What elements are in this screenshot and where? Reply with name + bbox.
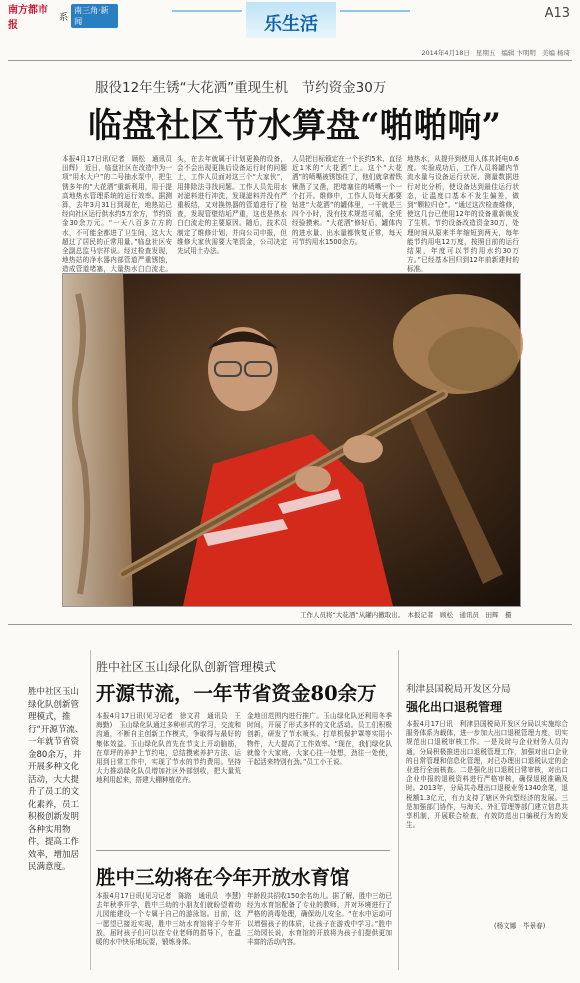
designer-credit: 美编 杨琦 [541, 49, 570, 57]
second-headline: 开源节流，一年节省资金80余万 [96, 682, 377, 705]
right-kicker: 利津县国税局开发区分局 [406, 684, 511, 695]
right-credit: (杨文娜 毕景春) [494, 922, 546, 930]
brand-name: 南方都市报 [8, 5, 48, 31]
right-headline: 强化出口退税管理 [406, 700, 503, 714]
page-number: A13 [544, 6, 570, 21]
section-divider [8, 624, 572, 625]
sidebar-summary: 胜中社区玉山绿化队创新管理模式，推行“开源节流、一年就节省资金80余万，并开展多种文化活动，大大提升了员工的文化素养，员工积极创新发明各种实用物件，提高工作效率，增加居民满意度。 [28, 687, 84, 872]
edition-badge: 南三角·新闻 [71, 4, 118, 28]
second-kicker: 胜中社区玉山绿化队创新管理模式 [96, 660, 277, 674]
section-title: 乐生活 [264, 14, 318, 35]
editor-credit: 编辑 卞明明 [501, 49, 536, 57]
right-divider [398, 650, 399, 970]
lead-column-4: 地热水，从提升到使用人体共耗电0.6度。实验成功后，工作人员将罐内节流水量与设备运行状况、测量数据进行对比分析，使设备达到最佳运行状态，让温度口基本不发生偏差，做到“颗粒归仓”。“通过这次检查维修，使这几台已使用12年的设备重新焕发了生机。节约设备改造资金30万，处理时间从原来半年缩短到两天，每年能节约用电12万度，按照目前的运行结果，年度可以节约用水约30万方。”已经基本回归到12年前新建时的标准。 [407, 155, 519, 274]
second-column-2: 金地田范围内进行推广。玉山绿化队还利用冬季时间，开展了形式多样的文化活动。员工们积极创新，研发了节水喷头、打草机保护罩等实用小物件，大大提高了工作效率。“现在，我们绿化队就像个大家庭，大家心往一处想，劲往一处使，干起活来特别有劲。”员工小王说。 [247, 712, 392, 767]
lead-column-3: 人员把目标锁定在一个长约5米、直径近1米的“大花洒”上。这个“大花洒”的喷嘴被锈蚀住了，他们就拿着铁锹凿了又凿，把堵塞住的喷嘴一个一个打开。维修中，工作人员每天都要钻进“大花洒”的罐体里，一干就是三四个小时，没有技术规范可循，全凭经验摸索。“大花洒”修好后，罐体内的进水量、出水量都恢复正常，每天可节约用水1500余方。 [292, 155, 402, 246]
third-headline: 胜中三幼将在今年开放水育馆 [96, 866, 350, 889]
photo-caption: 工作人员将“大花洒”从罐内撤取出。 本报记者 顾松 通讯员 田辉 摄 [300, 611, 512, 619]
brand-series: 系 [59, 12, 69, 23]
section-banner [246, 2, 336, 38]
sidebar-divider [90, 650, 91, 970]
header-divider [8, 60, 572, 61]
lead-photo [62, 273, 521, 607]
dateline [421, 48, 570, 57]
third-column-2: 年龄段共招收150余名幼儿。据了解，胜中三幼已经为水育馆配备了专业的教师，并对环境进行了严格的消毒处理，确保幼儿安全。“在水中运动可以增强孩子的体质，让孩子在游戏中学习。”胜中三幼园长说，水育馆的开放将为孩子们提供更加丰富的活动内容。 [247, 892, 392, 947]
third-divider [96, 850, 390, 851]
issue-date: 2014年4月18日 [421, 49, 470, 57]
lead-column-2: 头，在去年就属于计划更换的设备，会不会出现更换后设备运行时的问题上，工作人员面对这三个“大家伙”，用排除法寻找问题。工作人员先用水对滤料进行冲洗，发现滤料并没有严重板结，又对换热器的管道进行了检查，发现管壁结垢严重，这也是热水白白流走的主要原因。随后，技术员制定了维修计划，并向公司申报，但维修大家伙需要大笔资金，公司决定先试用土办法。 [177, 155, 287, 256]
second-column-1: 本报4月17日讯(见习记者 徐文君 通讯员 王海勤) 玉山绿化队通过多种形式的学习，交流和沟通，不断自主创新工作模式，争取得与最好的集体效益。玉山绿化队首先在节支上开动脑筋，在草坪的养护上节约电，总结摸索养护方法、运用到日常工作中，实现了节水的节约费用。坚持大力推动绿化队员增加社区外部创收，把大量荒地利用起来，搭建大棚种植花卉。 [96, 712, 241, 785]
right-body: 本报4月17日讯 利津县国税局开发区分局以实施综合服务体系为载体，进一步加大出口退税管理力度，切实规范出口退税审核工作。一是及时与企业财务人员沟通，分局积极推进出口退税管理工作，加强对出口企业的日常管理和信息化管理，对已办理出口退税认定的企业进行全面核查。二是强化出口退税日常审核，对出口企业申报的退税资料进行严格审核，确保退税准确及时。2013年，分局共办理出口退税业务1340余笔，退税额1.3亿元，有力支持了辖区外向型经济的发展。三是加强部门协作，与海关、外汇管理等部门建立信息共享机制，开展联合检查，有效防范出口骗税行为的发生。 [406, 720, 568, 830]
lead-kicker: 服役12年生锈“大花洒”重现生机 节约资金30万 [95, 80, 387, 96]
lead-headline: 临盘社区节水算盘“啪啪响” [88, 106, 502, 146]
worker-photo-illustration [63, 274, 520, 606]
newspaper-logo [8, 5, 118, 31]
lead-column-1: 本报4月17日讯(记者 顾松 通讯员 田辉) 近日，临盘社区在改造中为一项“用水大户”的二号抽水泵中，把生锈多年的“大花洒”重新利用，用于提高地热水管理系统的运行效率。据测算，去年3月31日到现在，地热站已经向社区运行供水约5万余方，节约资金30余万元。“一天八百多立方的水，不可能全都进了卫生间，这大大超过了居民的正常用量。”临盘社区安全副总监马宗祥说。经过检查发现，地热站的净水器内部管道严重锈蚀，造成管道堵塞，大量热水白白流走。 [62, 155, 172, 274]
third-column-1: 本报4月17日讯(见习记者 陈路 通讯员 李慧) 去年秋季开学，胜中三幼的小朋友们就盼望着幼儿园能建设一个专属于自己的游泳馆。目前，这一愿望已接近实现，胜中三幼水育馆将于今年开放，届时孩子们可以在专业老师的指导下，在温暖的水中快乐地玩耍，锻炼身体。 [96, 892, 248, 947]
issue-weekday: 星期五 [475, 49, 496, 57]
